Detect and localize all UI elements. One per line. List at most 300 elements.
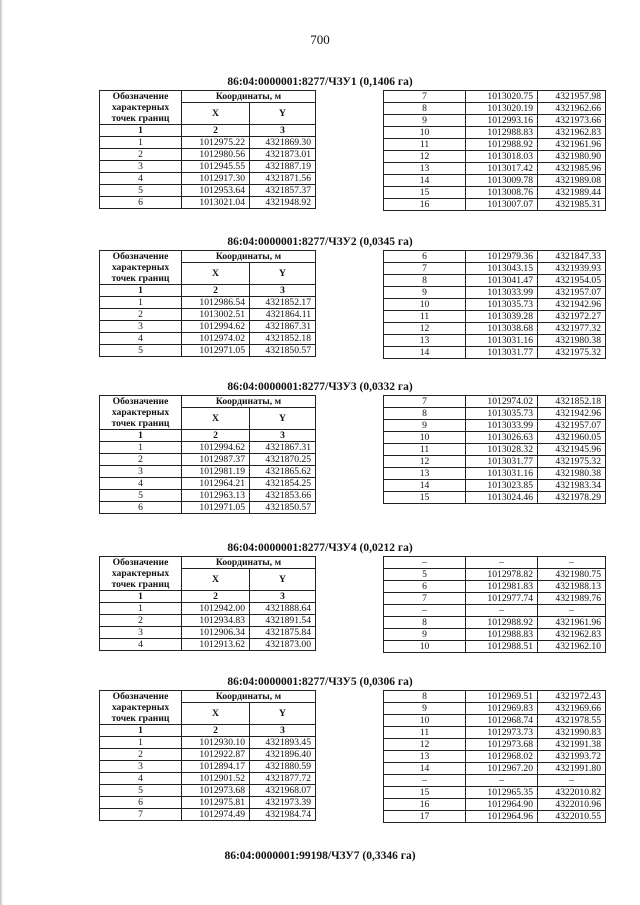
coord-y: 4321962.83	[538, 127, 606, 139]
table-row	[100, 442, 316, 454]
coord-y: 4321939.93	[538, 263, 606, 275]
point-number: 1	[100, 737, 182, 749]
point-number: 9	[384, 703, 466, 715]
coord-y: 4321954.05	[538, 275, 606, 287]
point-number: 10	[384, 299, 466, 311]
header-x: X	[182, 703, 250, 725]
coord-y: 4321948.92	[250, 197, 316, 209]
header-col-number-1: 1	[100, 591, 182, 603]
table-row	[384, 432, 606, 444]
table-row	[100, 173, 316, 185]
table-row	[384, 335, 606, 347]
coord-x: 1012981.19	[182, 466, 250, 478]
coord-y: 4321896.40	[250, 749, 316, 761]
header-col-number-2: 2	[182, 430, 250, 442]
point-number: 6	[100, 502, 182, 514]
coord-x: 1012974.49	[182, 809, 250, 821]
table-row	[100, 345, 316, 357]
table-row	[384, 263, 606, 275]
point-number: 7	[384, 263, 466, 275]
coord-x: 1012934.83	[182, 615, 250, 627]
header-x: X	[182, 408, 250, 430]
table-row	[384, 420, 606, 432]
coord-y: 4321988.13	[538, 581, 606, 593]
coord-y: 4321957.07	[538, 420, 606, 432]
coord-x: 1012977.74	[466, 593, 538, 605]
coord-y: 4321865.62	[250, 466, 316, 478]
point-number: 4	[100, 333, 182, 345]
coord-x: –	[466, 605, 538, 617]
table-row	[100, 137, 316, 149]
coord-y: 4321975.32	[538, 347, 606, 359]
table-row	[384, 311, 606, 323]
coord-y: –	[538, 605, 606, 617]
coord-x: 1013023.85	[466, 480, 538, 492]
table-row	[100, 466, 316, 478]
coord-y: 4321880.59	[250, 761, 316, 773]
point-number: 9	[384, 420, 466, 432]
table-row	[100, 161, 316, 173]
table-row	[384, 641, 606, 653]
header-col-number-3: 3	[250, 285, 316, 297]
coord-y: 4321989.44	[538, 187, 606, 199]
table-row	[384, 299, 606, 311]
coord-y: 4321871.56	[250, 173, 316, 185]
coord-y: 4321962.66	[538, 103, 606, 115]
coord-x: 1013031.16	[466, 468, 538, 480]
coord-x: 1013038.68	[466, 323, 538, 335]
coord-y: 4321978.55	[538, 715, 606, 727]
header-x: X	[182, 263, 250, 285]
point-number: 3	[100, 761, 182, 773]
point-number: 5	[100, 345, 182, 357]
point-number: 7	[384, 396, 466, 408]
header-col-number-3: 3	[250, 125, 316, 137]
coordinates-table-left	[99, 556, 316, 651]
point-number: 11	[384, 444, 466, 456]
coord-x: 1012988.51	[466, 641, 538, 653]
table-row	[100, 809, 316, 821]
coord-y: 4321969.66	[538, 703, 606, 715]
point-number: 1	[100, 137, 182, 149]
coord-y: –	[538, 775, 606, 787]
coord-x: 1012975.22	[182, 137, 250, 149]
coordinates-table-right	[383, 690, 606, 823]
header-col-number-3: 3	[250, 591, 316, 603]
coord-x: 1013031.77	[466, 347, 538, 359]
coord-y: 4321973.39	[250, 797, 316, 809]
table-row	[100, 639, 316, 651]
coord-y: 4321893.45	[250, 737, 316, 749]
coord-y: 4321957.98	[538, 91, 606, 103]
coord-x: 1013024.46	[466, 492, 538, 504]
point-number: 5	[384, 569, 466, 581]
coord-y: 4322010.55	[538, 811, 606, 823]
coord-x: –	[466, 775, 538, 787]
header-y: Y	[250, 569, 316, 591]
coord-y: 4321888.64	[250, 603, 316, 615]
coord-x: 1013033.99	[466, 420, 538, 432]
coord-x: 1012971.05	[182, 502, 250, 514]
coord-x: 1013017.42	[466, 163, 538, 175]
coord-y: 4321991.80	[538, 763, 606, 775]
header-col-number-2: 2	[182, 125, 250, 137]
coord-x: 1013020.75	[466, 91, 538, 103]
coordinates-table-left	[99, 395, 316, 514]
point-number: 14	[384, 175, 466, 187]
table-row	[384, 739, 606, 751]
section-title: 86:04:0000001:8277/ЧЗУ1 (0,1406 га)	[227, 76, 413, 88]
coord-x: 1013031.16	[466, 335, 538, 347]
coord-y: 4321887.19	[250, 161, 316, 173]
point-number: 10	[384, 715, 466, 727]
table-row	[384, 151, 606, 163]
table-row	[384, 103, 606, 115]
table-row	[384, 569, 606, 581]
coord-x: 1012988.83	[466, 127, 538, 139]
table-row	[100, 603, 316, 615]
coordinates-table-left	[99, 690, 316, 821]
point-number: 1	[100, 297, 182, 309]
coord-y: 4321984.74	[250, 809, 316, 821]
coord-x: 1012968.74	[466, 715, 538, 727]
point-number: 4	[100, 773, 182, 785]
coord-y: 4321975.32	[538, 456, 606, 468]
coord-x: 1012963.13	[182, 490, 250, 502]
coord-y: 4321852.18	[250, 333, 316, 345]
point-number: 12	[384, 739, 466, 751]
coord-y: 4321877.72	[250, 773, 316, 785]
coordinates-table-right	[383, 556, 606, 653]
coord-x: 1012988.83	[466, 629, 538, 641]
table-row	[384, 581, 606, 593]
coord-x: 1012994.62	[182, 442, 250, 454]
coord-x: 1012971.05	[182, 345, 250, 357]
table-row	[100, 737, 316, 749]
header-designation: Обозначение характерных точек границ	[100, 396, 182, 430]
point-number: 12	[384, 456, 466, 468]
point-number: 12	[384, 323, 466, 335]
coord-y: 4321891.54	[250, 615, 316, 627]
coord-y: 4321990.83	[538, 727, 606, 739]
table-row	[384, 775, 606, 787]
table-row	[384, 751, 606, 763]
header-coordinates: Координаты, м	[182, 557, 316, 569]
coord-y: 4321972.43	[538, 691, 606, 703]
coord-y: 4321962.83	[538, 629, 606, 641]
coord-y: 4321852.18	[538, 396, 606, 408]
coord-x: 1012968.02	[466, 751, 538, 763]
coord-y: 4321867.31	[250, 442, 316, 454]
table-row	[100, 490, 316, 502]
header-y: Y	[250, 103, 316, 125]
coord-x: 1012973.68	[182, 785, 250, 797]
point-number: 11	[384, 311, 466, 323]
point-number: 15	[384, 787, 466, 799]
coord-x: 1012913.62	[182, 639, 250, 651]
next-section-title: 86:04:0000001:99198/ЧЗУ7 (0,3346 га)	[224, 850, 416, 862]
coord-y: 4321942.96	[538, 408, 606, 420]
point-number: 9	[384, 115, 466, 127]
coord-x: 1012964.21	[182, 478, 250, 490]
table-row	[100, 185, 316, 197]
point-number: 6	[384, 581, 466, 593]
coord-x: 1012975.81	[182, 797, 250, 809]
point-number: 3	[100, 321, 182, 333]
table-row	[384, 127, 606, 139]
point-number: –	[384, 557, 466, 569]
coord-y: 4322010.82	[538, 787, 606, 799]
coord-y: 4321989.76	[538, 593, 606, 605]
coord-x: 1012981.83	[466, 581, 538, 593]
coord-y: 4321875.84	[250, 627, 316, 639]
coord-y: 4321980.38	[538, 335, 606, 347]
point-number: 7	[384, 91, 466, 103]
coord-x: 1012922.87	[182, 749, 250, 761]
point-number: 14	[384, 347, 466, 359]
point-number: 1	[100, 603, 182, 615]
coord-x: 1012969.51	[466, 691, 538, 703]
point-number: 8	[384, 275, 466, 287]
table-row	[100, 761, 316, 773]
point-number: 2	[100, 309, 182, 321]
section-title: 86:04:0000001:8277/ЧЗУ5 (0,0306 га)	[227, 676, 413, 688]
coord-y: 4321867.31	[250, 321, 316, 333]
point-number: 6	[384, 251, 466, 263]
coord-y: 4322010.96	[538, 799, 606, 811]
point-number: 14	[384, 763, 466, 775]
header-col-number-2: 2	[182, 591, 250, 603]
point-number: 2	[100, 749, 182, 761]
coordinates-table-left	[99, 250, 316, 357]
coord-y: 4321960.05	[538, 432, 606, 444]
coord-x: 1012945.55	[182, 161, 250, 173]
coord-y: 4321870.25	[250, 454, 316, 466]
table-row	[100, 333, 316, 345]
header-coordinates: Координаты, м	[182, 91, 316, 103]
coord-y: 4321980.38	[538, 468, 606, 480]
coord-y: 4321854.25	[250, 478, 316, 490]
table-row	[384, 727, 606, 739]
header-designation: Обозначение характерных точек границ	[100, 91, 182, 125]
point-number: 11	[384, 727, 466, 739]
coord-y: 4321847.33	[538, 251, 606, 263]
coord-x: 1013009.78	[466, 175, 538, 187]
table-row	[384, 323, 606, 335]
table-row	[384, 787, 606, 799]
coord-x: 1013002.51	[182, 309, 250, 321]
table-row	[100, 749, 316, 761]
coord-x: 1012973.73	[466, 727, 538, 739]
point-number: 4	[100, 478, 182, 490]
point-number: 10	[384, 641, 466, 653]
coord-x: 1012901.52	[182, 773, 250, 785]
coord-x: 1012894.17	[182, 761, 250, 773]
table-row	[100, 309, 316, 321]
point-number: 16	[384, 199, 466, 211]
coordinates-table-right	[383, 395, 606, 504]
table-row	[384, 557, 606, 569]
point-number: 2	[100, 454, 182, 466]
coord-x: 1013035.73	[466, 299, 538, 311]
table-row	[384, 347, 606, 359]
point-number: 3	[100, 161, 182, 173]
coord-x: –	[466, 557, 538, 569]
header-col-number-3: 3	[250, 430, 316, 442]
point-number: 12	[384, 151, 466, 163]
table-row	[384, 396, 606, 408]
point-number: 13	[384, 751, 466, 763]
section-title: 86:04:0000001:8277/ЧЗУ4 (0,0212 га)	[227, 542, 413, 554]
coord-x: 1012964.96	[466, 811, 538, 823]
coord-x: 1012974.02	[466, 396, 538, 408]
table-row	[100, 627, 316, 639]
table-row	[100, 615, 316, 627]
coord-x: 1012988.92	[466, 139, 538, 151]
header-coordinates: Координаты, м	[182, 251, 316, 263]
header-coordinates: Координаты, м	[182, 691, 316, 703]
point-number: 8	[384, 103, 466, 115]
table-row	[384, 715, 606, 727]
point-number: 8	[384, 691, 466, 703]
table-row	[384, 139, 606, 151]
header-y: Y	[250, 408, 316, 430]
coord-x: 1012967.20	[466, 763, 538, 775]
point-number: 7	[100, 809, 182, 821]
point-number: 8	[384, 617, 466, 629]
table-row	[384, 456, 606, 468]
table-row	[384, 703, 606, 715]
table-row	[384, 811, 606, 823]
table-row	[384, 617, 606, 629]
coord-y: 4321977.32	[538, 323, 606, 335]
coord-x: 1012973.68	[466, 739, 538, 751]
coord-x: 1013018.03	[466, 151, 538, 163]
table-row	[384, 175, 606, 187]
table-row	[384, 763, 606, 775]
table-row	[100, 454, 316, 466]
coord-y: 4321869.30	[250, 137, 316, 149]
coord-y: 4321852.17	[250, 297, 316, 309]
coord-x: 1012965.35	[466, 787, 538, 799]
table-row	[384, 593, 606, 605]
table-row	[384, 91, 606, 103]
point-number: 13	[384, 163, 466, 175]
coord-x: 1012979.36	[466, 251, 538, 263]
coord-x: 1012917.30	[182, 173, 250, 185]
coord-y: 4321853.66	[250, 490, 316, 502]
coord-y: 4321961.96	[538, 139, 606, 151]
point-number: 10	[384, 432, 466, 444]
coord-x: 1013033.99	[466, 287, 538, 299]
header-x: X	[182, 103, 250, 125]
coord-x: 1013031.77	[466, 456, 538, 468]
header-designation: Обозначение характерных точек границ	[100, 557, 182, 591]
coord-x: 1013028.32	[466, 444, 538, 456]
coordinates-table-right	[383, 250, 606, 359]
header-coordinates: Координаты, м	[182, 396, 316, 408]
coord-y: 4321961.96	[538, 617, 606, 629]
point-number: 7	[384, 593, 466, 605]
table-row	[100, 773, 316, 785]
point-number: 2	[100, 615, 182, 627]
table-row	[100, 197, 316, 209]
coord-y: 4321985.31	[538, 199, 606, 211]
coord-x: 1012930.10	[182, 737, 250, 749]
point-number: 5	[100, 490, 182, 502]
coord-x: 1013026.63	[466, 432, 538, 444]
coordinates-table-left	[99, 90, 316, 209]
coord-x: 1012993.16	[466, 115, 538, 127]
point-number: 10	[384, 127, 466, 139]
header-y: Y	[250, 263, 316, 285]
header-col-number-3: 3	[250, 725, 316, 737]
point-number: 6	[100, 197, 182, 209]
point-number: 5	[100, 185, 182, 197]
table-row	[384, 444, 606, 456]
coord-x: 1013020.19	[466, 103, 538, 115]
scan-edge	[0, 0, 3, 905]
point-number: 8	[384, 408, 466, 420]
coord-y: 4321991.38	[538, 739, 606, 751]
table-row	[384, 605, 606, 617]
table-row	[384, 187, 606, 199]
coord-x: 1013021.04	[182, 197, 250, 209]
table-row	[384, 799, 606, 811]
coord-x: 1012994.62	[182, 321, 250, 333]
table-row	[384, 629, 606, 641]
table-row	[384, 115, 606, 127]
coord-x: 1013043.15	[466, 263, 538, 275]
point-number: 4	[100, 173, 182, 185]
header-y: Y	[250, 703, 316, 725]
coord-x: 1012980.56	[182, 149, 250, 161]
coord-x: 1012969.83	[466, 703, 538, 715]
coord-y: –	[538, 557, 606, 569]
point-number: 2	[100, 149, 182, 161]
point-number: 9	[384, 287, 466, 299]
coord-y: 4321980.90	[538, 151, 606, 163]
coord-x: 1012942.00	[182, 603, 250, 615]
table-row	[100, 785, 316, 797]
page-number: 700	[310, 32, 330, 47]
header-col-number-1: 1	[100, 725, 182, 737]
table-row	[384, 408, 606, 420]
section-title: 86:04:0000001:8277/ЧЗУ3 (0,0332 га)	[227, 381, 413, 393]
coord-x: 1012987.37	[182, 454, 250, 466]
table-row	[384, 163, 606, 175]
point-number: 1	[100, 442, 182, 454]
header-x: X	[182, 569, 250, 591]
point-number: 3	[100, 466, 182, 478]
section-title: 86:04:0000001:8277/ЧЗУ2 (0,0345 га)	[227, 236, 413, 248]
coord-x: 1013041.47	[466, 275, 538, 287]
coord-y: 4321978.29	[538, 492, 606, 504]
table-row	[384, 492, 606, 504]
table-row	[100, 502, 316, 514]
header-col-number-2: 2	[182, 725, 250, 737]
coord-x: 1012974.02	[182, 333, 250, 345]
coord-y: 4321985.96	[538, 163, 606, 175]
table-row	[100, 149, 316, 161]
point-number: 15	[384, 187, 466, 199]
coord-y: 4321873.00	[250, 639, 316, 651]
table-row	[100, 797, 316, 809]
coord-y: 4321993.72	[538, 751, 606, 763]
header-designation: Обозначение характерных точек границ	[100, 691, 182, 725]
table-row	[384, 480, 606, 492]
table-row	[384, 691, 606, 703]
